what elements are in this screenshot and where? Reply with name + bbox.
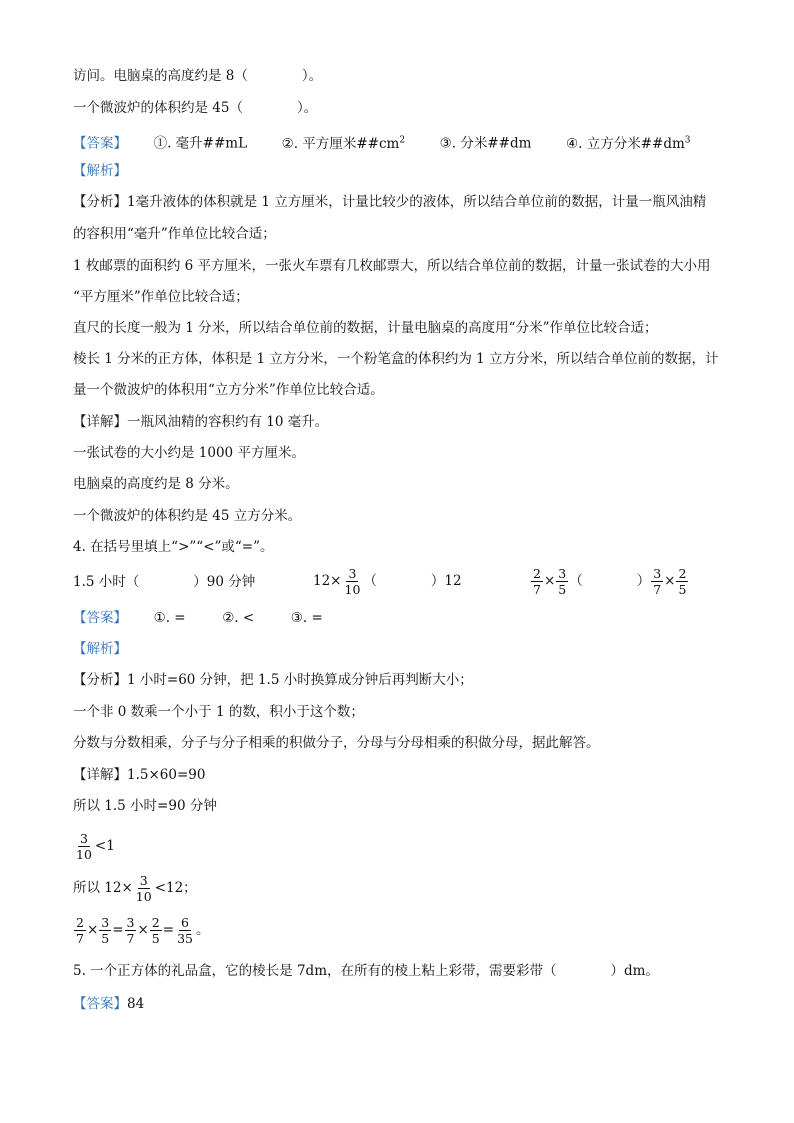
q4-item-3: $\frac{2}{7}$ × $\frac{3}{5}$ （ ） $\frac{3}{7}$ × $\frac{2}{5}$	[533, 566, 687, 597]
fraction: $\frac{3}{5}$	[558, 566, 567, 597]
fraction: $\frac{2}{7}$	[533, 566, 541, 597]
detail-line: 【详解】一瓶风油精的容积约有 10 毫升。	[73, 414, 329, 430]
fraction: $\frac{3}{10}$	[344, 566, 361, 597]
q4-product: $\frac{2}{7}$ × $\frac{3}{5}$ = $\frac{3}{7}$ × $\frac{2}{5}$ = $\frac{6}{35}$ 。	[76, 915, 210, 946]
answer-value: 84	[127, 996, 145, 1012]
q4-item-1: 1.5 小时（ ）90 分钟	[73, 574, 256, 590]
q4-compare-1: $\frac{3}{10}$ <1	[76, 831, 115, 862]
fraction: $\frac{3}{7}$	[653, 566, 662, 597]
analysis-line: 棱长 1 分米的正方体，体积是 1 立方分米，一个粉笔盒的体积约为 1 立方分米，所以结合单位前的数据，计	[73, 351, 719, 367]
fraction: $\frac{2}{5}$	[678, 566, 687, 597]
answer-tag: 【答案】	[73, 135, 127, 152]
jiexi-label: 【解析】	[73, 641, 127, 657]
analysis-line: 1 枚邮票的面积约 6 平方厘米，一张火车票有几枚邮票大，所以结合单位前的数据，计量一张试卷的大小用	[73, 258, 711, 274]
q3-answer-line	[73, 130, 691, 154]
q4-item-2: 12× $\frac{3}{10}$ （ ）12	[313, 566, 462, 597]
answer-2: ②. 平方厘米$\#\#cm^2$	[281, 135, 406, 152]
fraction: $\frac{2}{7}$	[76, 915, 84, 946]
q3-line-desk: 访问。电脑桌的高度约是 8（ ）。	[73, 68, 323, 84]
q5-title: 5. 一个正方体的礼品盒，它的棱长是 7dm，在所有的棱上粘上彩带，需要彩带（ ）dm。	[73, 963, 659, 979]
fraction: $\frac{3}{5}$	[101, 915, 110, 946]
detail-line: 所以 1.5 小时=90 分钟	[73, 798, 217, 814]
answer-tag: 【答案】	[73, 610, 127, 626]
answer-3: ③. 分米##dm	[439, 135, 532, 152]
fraction: $\frac{2}{5}$	[151, 915, 160, 946]
detail-line: 一张试卷的大小约是 1000 平方厘米。	[73, 445, 305, 461]
q3-line-microwave: 一个微波炉的体积约是 45（ ）。	[73, 100, 318, 116]
q4-compare-2: 所以 12× $\frac{3}{10}$ <12；	[73, 873, 197, 904]
analysis-line: 【分析】1毫升液体的体积就是 1 立方厘米，计量比较少的液体，所以结合单位前的数据，计量一瓶风油精	[73, 194, 707, 210]
analysis-line: 一个非 0 数乘一个小于 1 的数，积小于这个数；	[73, 704, 364, 720]
fraction: $\frac{3}{10}$	[135, 873, 152, 904]
answer-1: ①. 毫升##mL	[153, 135, 248, 152]
answer-4: ④. 立方分米$\#\#dm^3$	[566, 135, 691, 152]
fraction: $\frac{6}{35}$	[177, 915, 193, 946]
answer-3: ③. =	[290, 610, 323, 626]
jiexi-label: 【解析】	[73, 163, 127, 179]
answer-tag: 【答案】	[73, 996, 127, 1012]
detail-line: 电脑桌的高度约是 8 分米。	[73, 476, 239, 492]
analysis-line: “平方厘米”作单位比较合适；	[73, 289, 249, 305]
fraction: $\frac{3}{7}$	[126, 915, 135, 946]
analysis-line: 量一个微波炉的体积用“立方分米”作单位比较合适。	[73, 382, 384, 398]
detail-line: 【详解】1.5×60=90	[73, 767, 206, 783]
q5-answer-line	[73, 994, 144, 1014]
analysis-line: 直尺的长度一般为 1 分米，所以结合单位前的数据，计量电脑桌的高度用“分米”作单位比较合适；	[73, 320, 658, 336]
analysis-line: 【分析】1 小时=60 分钟，把 1.5 小时换算成分钟后再判断大小；	[73, 672, 473, 688]
answer-2: ②. <	[222, 610, 255, 626]
q4-answer-line	[73, 608, 323, 628]
analysis-line: 的容积用“毫升”作单位比较合适；	[73, 226, 276, 242]
fraction: $\frac{3}{10}$	[76, 831, 92, 862]
answer-1: ①. =	[153, 610, 186, 626]
detail-line: 一个微波炉的体积约是 45 立方分米。	[73, 508, 302, 524]
analysis-line: 分数与分数相乘，分子与分子相乘的积做分子，分母与分母相乘的积做分母，据此解答。	[73, 735, 600, 751]
q4-title: 4. 在括号里填上“>”“<”或“=”。	[73, 539, 274, 555]
